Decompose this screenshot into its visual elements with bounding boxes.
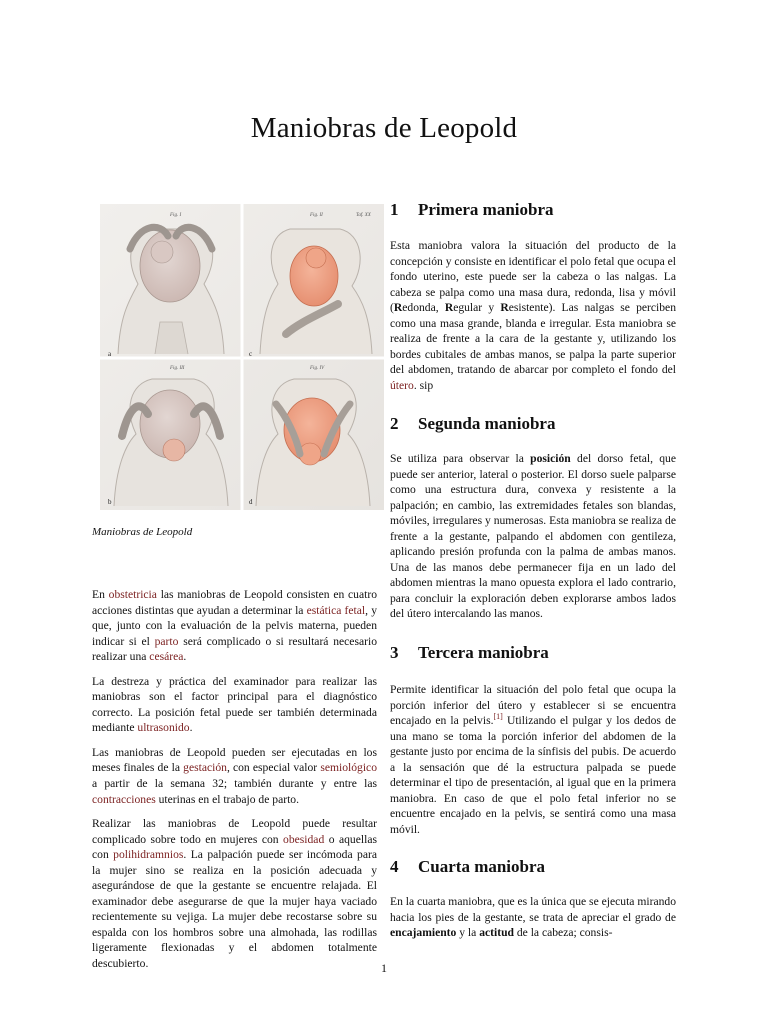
plate-mark: Taf. XX <box>356 213 371 218</box>
link-utero[interactable]: útero <box>390 378 414 392</box>
section-2-body: Se utiliza para observar la posición del dorso fetal, que puede ser anterior, lateral o posterior. El dorso suele palparse como una estructura dura, convexa y resistente a la palpación; en cambio, las extremidades fetales son blandas, móviles, irregulares y numerosas. Esta maniobra se realiza de frente a la gestante, palpando el abdomen con gentileza, aplicando presión profunda con la palma de ambas manos. Una de las manos debe permanecer fija en un lado del abdomen mientras la mano opuesta explora el lado contrario, para concluir la exploración deben explorarse ambos lados del útero intercalando las manos. <box>390 452 676 621</box>
section-3-body: Permite identificar la situación del polo fetal que ocupa la porción inferior del útero y establecer si se encuentra encajado en la pelvis.[1] Utilizando el pulgar y los dedos de una mano se toma la porción inferior del abdomen de la gestante justo por encima de la sínfisis del pubis. De acuerdo a la sensación que dé la estructura palpada se puede determinar el tipo de presentación, al igual que en la primera maniobra. En caso de que el polo fetal inferior no se encuentre encajado en la pelvis, se sentirá como una masa móvil. <box>390 683 676 836</box>
figure-caption: Maniobras de Leopold <box>92 526 193 538</box>
panel-b-tag: Fig. III <box>170 366 185 371</box>
link-contracciones[interactable]: contracciones <box>92 792 156 806</box>
panel-a-letter: a <box>108 350 112 358</box>
intro-paragraph-1: En obstetricia las maniobras de Leopold consisten en cuatro acciones distintas que ayudan a determinar la estática fetal, y que, junto con la evaluación de la pelvis materna, pueden indicar si el parto será complicado o si resultará necesario realizar una cesárea. <box>92 588 377 664</box>
section-2-heading: 2 Segunda maniobra <box>390 414 556 433</box>
link-obstetricia[interactable]: obstetricia <box>108 588 157 601</box>
section-1-body: Esta maniobra valora la situación del producto de la concepción y consiste en identificar el polo fetal que ocupa el fondo uterino, este puede ser la cabeza o las nalgas. La cabeza se palpa como una masa dura, redonda, lisa y móvil (Redonda, Regular y Resistente). Las nalgas se perciben como una masa grande, blanda e irregular. Esta maniobra se realiza de frente a la cara de la gestante y, utilizando los bordes cubitales de ambas manos, se palpa la parte superior del abdomen, tratando de abarcar por completo el fondo del útero. sip <box>390 239 677 392</box>
panel-a-tag: Fig. I <box>170 213 182 218</box>
page-title: Maniobras de Leopold <box>250 112 518 144</box>
link-polihidramnios[interactable]: polihidramnios <box>113 848 184 862</box>
intro-paragraph-3: Las maniobras de Leopold pueden ser ejecutadas en los meses finales de la gestación, con especial valor semiológico a partir de la semana 32; también durante y entre las contracciones uterinas en el trabajo de parto. <box>92 745 378 806</box>
section-3-heading: 3 Tercera maniobra <box>390 643 549 662</box>
leopold-maneuvers-figure <box>100 204 384 510</box>
link-cesarea[interactable]: cesárea <box>149 650 184 664</box>
link-gestacion[interactable]: gestación <box>183 761 227 775</box>
intro-paragraph-4: Realizar las maniobras de Leopold puede resultar complicado sobre todo en mujeres con obesidad o aquellas con polihidramnios. La palpación puede ser incómoda para la mujer sino se realiza en la posición adecuada y asegurándose de que la gestante se encuentre relajada. El examinador debe asegurarse de que la mujer haya vaciado recientemente su vejiga. La mujer debe recostarse sobre su espalda con los hombros sobre una almohada, las rodillas ligeramente flexionadas y el abdomen totalmente descubierto. <box>92 817 378 971</box>
panel-c-tag: Fig. II <box>310 213 323 218</box>
section-1-heading: 1 Primera maniobra <box>390 200 554 219</box>
page-number: 1 <box>381 961 387 975</box>
panel-d-letter: d <box>249 498 253 506</box>
intro-text <box>92 587 377 972</box>
link-obesidad[interactable]: obesidad <box>283 832 325 846</box>
panel-c-letter: c <box>249 350 253 358</box>
link-semiologico[interactable]: semiológico <box>320 761 378 775</box>
link-estatica-fetal[interactable]: estática fetal <box>306 603 366 617</box>
panel-b-letter: b <box>108 498 112 506</box>
link-ultrasonido[interactable]: ultrasonido <box>137 721 190 735</box>
reference-1[interactable]: [1] <box>493 712 503 722</box>
panel-d-tag: Fig. IV <box>310 366 325 371</box>
section-4-body: En la cuarta maniobra, que es la única que se ejecuta mirando hacia los pies de la gestante, se trata de apreciar el grado de encajamiento y la actitud de la cabeza; consis- <box>390 895 676 940</box>
section-4-heading: 4 Cuarta maniobra <box>390 857 546 876</box>
intro-paragraph-2: La destreza y práctica del examinador para realizar las maniobras son el factor principal para el diagnóstico correcto. La posición fetal puede ser también determinada mediante ultrasonido. <box>92 674 377 735</box>
link-parto[interactable]: parto <box>154 634 179 648</box>
